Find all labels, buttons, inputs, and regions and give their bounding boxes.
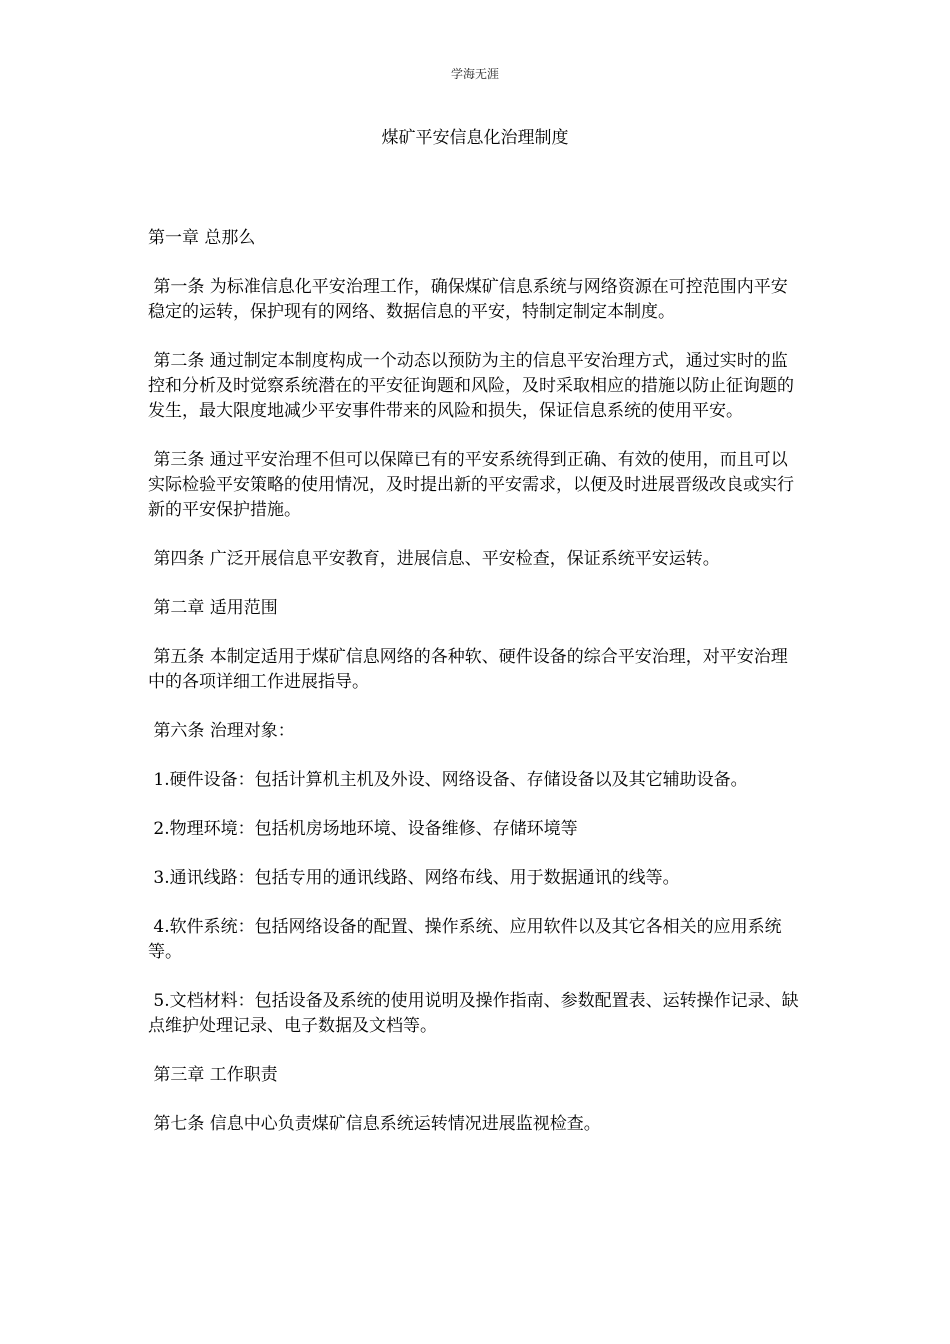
article-3: 第三条 通过平安治理不但可以保障已有的平安系统得到正确、有效的使用，而且可以实际检验平安策略的使用情况，及时提出新的平安需求，以便及时进展晋级改良或实行新的平安保护措施。 [148, 450, 794, 520]
chapter-2-heading: 第二章 适用范围 [148, 598, 278, 618]
document-title: 煤矿平安信息化治理制度 [381, 128, 569, 148]
document-body [148, 226, 804, 1161]
chapter-3-heading: 第三章 工作职责 [148, 1065, 278, 1085]
item-hardware: 1.硬件设备：包括计算机主机及外设、网络设备、存储设备以及其它辅助设备。 [148, 770, 748, 790]
item-communication-lines: 3.通讯线路：包括专用的通讯线路、网络布线、用于数据通讯的线等。 [148, 868, 680, 888]
article-2: 第二条 通过制定本制度构成一个动态以预防为主的信息平安治理方式，通过实时的监控和分析及时觉察系统潜在的平安征询题和风险，及时采取相应的措施以防止征询题的发生，最大限度地减少平安事件带来的风险和损失，保证信息系统的使用平安。 [148, 351, 794, 421]
article-1: 第一条 为标准信息化平安治理工作，确保煤矿信息系统与网络资源在可控范围内平安稳定的运转，保护现有的网络、数据信息的平安，特制定制定本制度。 [148, 277, 788, 322]
article-6: 第六条 治理对象： [148, 721, 295, 741]
item-physical-environment: 2.物理环境：包括机房场地环境、设备维修、存储环境等 [148, 819, 578, 839]
article-4: 第四条 广泛开展信息平安教育，进展信息、平安检查，保证系统平安运转。 [148, 549, 720, 569]
article-7: 第七条 信息中心负责煤矿信息系统运转情况进展监视检查。 [148, 1114, 601, 1134]
page-header: 学海无涯 [450, 67, 499, 81]
article-5: 第五条 本制定适用于煤矿信息网络的各种软、硬件设备的综合平安治理，对平安治理中的各项详细工作进展指导。 [148, 647, 788, 692]
item-documentation: 5.文档材料：包括设备及系统的使用说明及操作指南、参数配置表、运转操作记录、缺点维护处理记录、电子数据及文档等。 [148, 991, 799, 1036]
chapter-1-heading: 第一章 总那么 [148, 228, 256, 248]
item-software-systems: 4.软件系统：包括网络设备的配置、操作系统、应用软件以及其它各相关的应用系统等。 [148, 917, 782, 962]
